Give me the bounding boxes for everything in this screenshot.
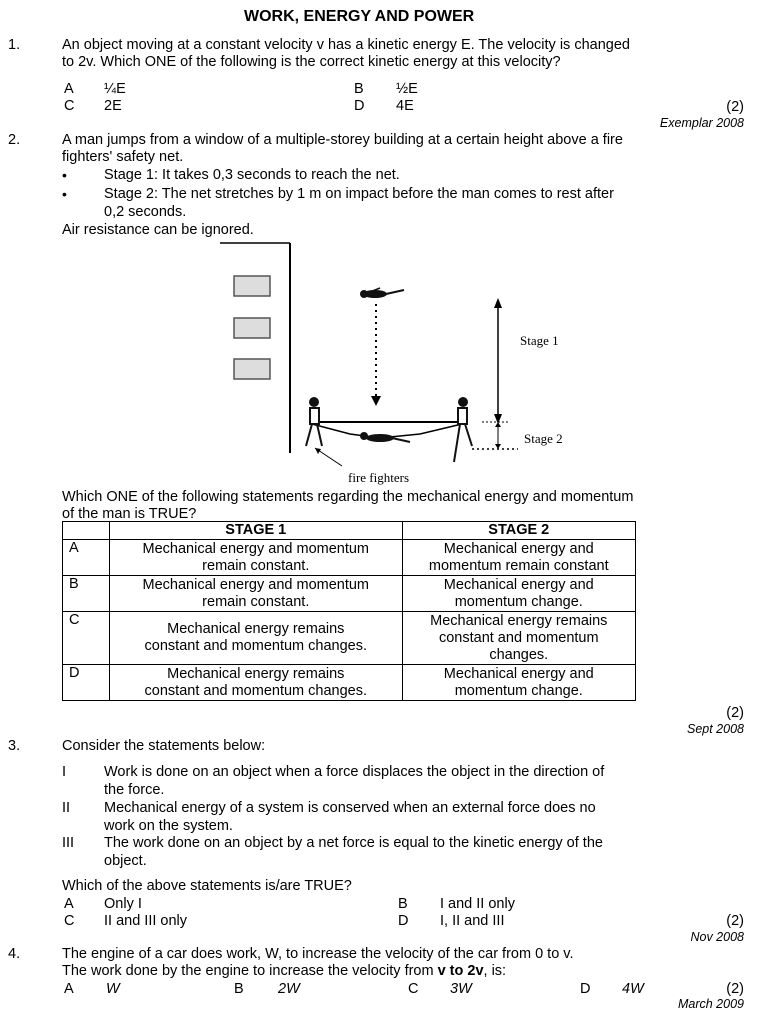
source: Sept 2008 — [687, 722, 744, 736]
question-number: 1. — [8, 37, 21, 53]
row-letter: B — [63, 576, 110, 612]
table-header-row — [63, 522, 636, 540]
statement-text: work on the system. — [104, 818, 233, 834]
bullet-text: Stage 2: The net stretches by 1 m on impact before the man comes to rest after — [104, 186, 614, 202]
table-header: STAGE 2 — [402, 522, 635, 540]
marks: (2) — [726, 913, 744, 929]
marks: (2) — [726, 705, 744, 721]
statement-text: object. — [104, 853, 147, 869]
table-cell: Mechanical energy and momentum change. — [402, 665, 635, 701]
table-cell: Mechanical energy and momentum change. — [402, 576, 635, 612]
option-text: 4W — [622, 981, 644, 997]
table-cell: Mechanical energy remains constant and momentum changes. — [110, 665, 403, 701]
option-text: II and III only — [104, 913, 188, 929]
window-icon — [234, 318, 270, 338]
option-text: W — [106, 981, 120, 997]
table-row — [63, 612, 636, 665]
statement-text: Mechanical energy of a system is conserved when an external force does no — [104, 800, 596, 816]
question-text: The engine of a car does work, W, to increase the velocity of the car from 0 to v. — [62, 946, 574, 962]
fire-fighters-label: fire fighters — [348, 470, 410, 485]
question-text: Consider the statements below: — [62, 738, 266, 754]
window-icon — [234, 276, 270, 296]
option-letter: C — [64, 913, 75, 929]
table-cell: Mechanical energy and momentum remain constant — [402, 540, 635, 576]
option-letter: D — [354, 98, 365, 114]
question-text: Which ONE of the following statements regarding the mechanical energy and momentum — [62, 489, 634, 505]
option-text: ½E — [396, 81, 418, 97]
option-letter: B — [234, 981, 244, 997]
page-title: WORK, ENERGY AND POWER — [244, 8, 475, 25]
option-letter: C — [408, 981, 419, 997]
option-text: Only I — [104, 896, 142, 912]
bullet-icon: • — [62, 167, 67, 183]
source: Nov 2008 — [690, 930, 744, 944]
bullet-text: Stage 1: It takes 0,3 seconds to reach the net. — [104, 167, 400, 183]
bullet-text: 0,2 seconds. — [104, 204, 187, 220]
question-text: Which of the above statements is/are TRUE? — [62, 878, 352, 894]
question-text: to 2v. Which ONE of the following is the correct kinetic energy at this velocity? — [62, 54, 561, 70]
answer-table — [62, 521, 636, 701]
table-row — [63, 665, 636, 701]
question-number: 3. — [8, 738, 21, 754]
source: March 2009 — [677, 997, 744, 1011]
note-text: Air resistance can be ignored. — [62, 222, 254, 238]
table-cell: Mechanical energy remains constant and momentum changes. — [110, 612, 403, 665]
table-header: STAGE 1 — [110, 522, 403, 540]
option-letter: B — [354, 81, 364, 97]
marks: (2) — [726, 99, 744, 115]
question-text: An object moving at a constant velocity v has a kinetic energy E. The velocity is changed — [62, 37, 630, 53]
option-letter: C — [64, 98, 75, 114]
option-text: 2E — [104, 98, 122, 114]
option-letter: D — [580, 981, 591, 997]
question-text: A man jumps from a window of a multiple-storey building at a certain height above a fire — [62, 132, 623, 148]
stage-2-label: Stage 2 — [524, 431, 563, 446]
table-row — [63, 576, 636, 612]
statement-text: The work done on an object by a net force is equal to the kinetic energy of the — [104, 835, 603, 851]
option-text: I and II only — [440, 896, 515, 912]
stage-1-label: Stage 1 — [520, 333, 559, 348]
table-cell: Mechanical energy and momentum remain constant. — [110, 576, 403, 612]
statement-text: Work is done on an object when a force displaces the object in the direction of — [104, 764, 605, 780]
question-number: 2. — [8, 132, 21, 148]
window-icon — [234, 359, 270, 379]
bullet-icon: • — [62, 186, 67, 202]
option-text: 2W — [278, 981, 300, 997]
firefighter-icon — [454, 397, 472, 462]
option-text: 3W — [450, 981, 472, 997]
firefighter-icon — [306, 397, 322, 446]
option-text: 4E — [396, 98, 414, 114]
row-letter: C — [63, 612, 110, 665]
question-number: 4. — [8, 946, 21, 962]
row-letter: D — [63, 665, 110, 701]
option-letter: A — [64, 981, 74, 997]
option-text: I, II and III — [440, 913, 505, 929]
option-letter: A — [64, 896, 74, 912]
statement-number: II — [62, 800, 71, 816]
question-text: fighters' safety net. — [62, 149, 184, 165]
fire-net-diagram — [220, 238, 590, 488]
marks: (2) — [726, 981, 744, 997]
question-text: The work done by the engine to increase the velocity from v to 2v, is: — [62, 963, 507, 979]
row-letter: A — [63, 540, 110, 576]
question-text: of the man is TRUE? — [62, 506, 197, 522]
option-letter: A — [64, 81, 74, 97]
statement-text: the force. — [104, 782, 165, 798]
falling-man-icon — [360, 288, 404, 298]
man-on-net-icon — [360, 432, 410, 442]
option-text: ¼E — [104, 81, 126, 97]
source: Exemplar 2008 — [659, 116, 744, 130]
option-letter: D — [398, 913, 409, 929]
option-letter: B — [398, 896, 408, 912]
statement-number: I — [62, 764, 67, 780]
table-cell: Mechanical energy and momentum remain constant. — [110, 540, 403, 576]
table-row — [63, 540, 636, 576]
table-cell: Mechanical energy remains constant and momentum changes. — [402, 612, 635, 665]
statement-number: III — [62, 835, 75, 851]
